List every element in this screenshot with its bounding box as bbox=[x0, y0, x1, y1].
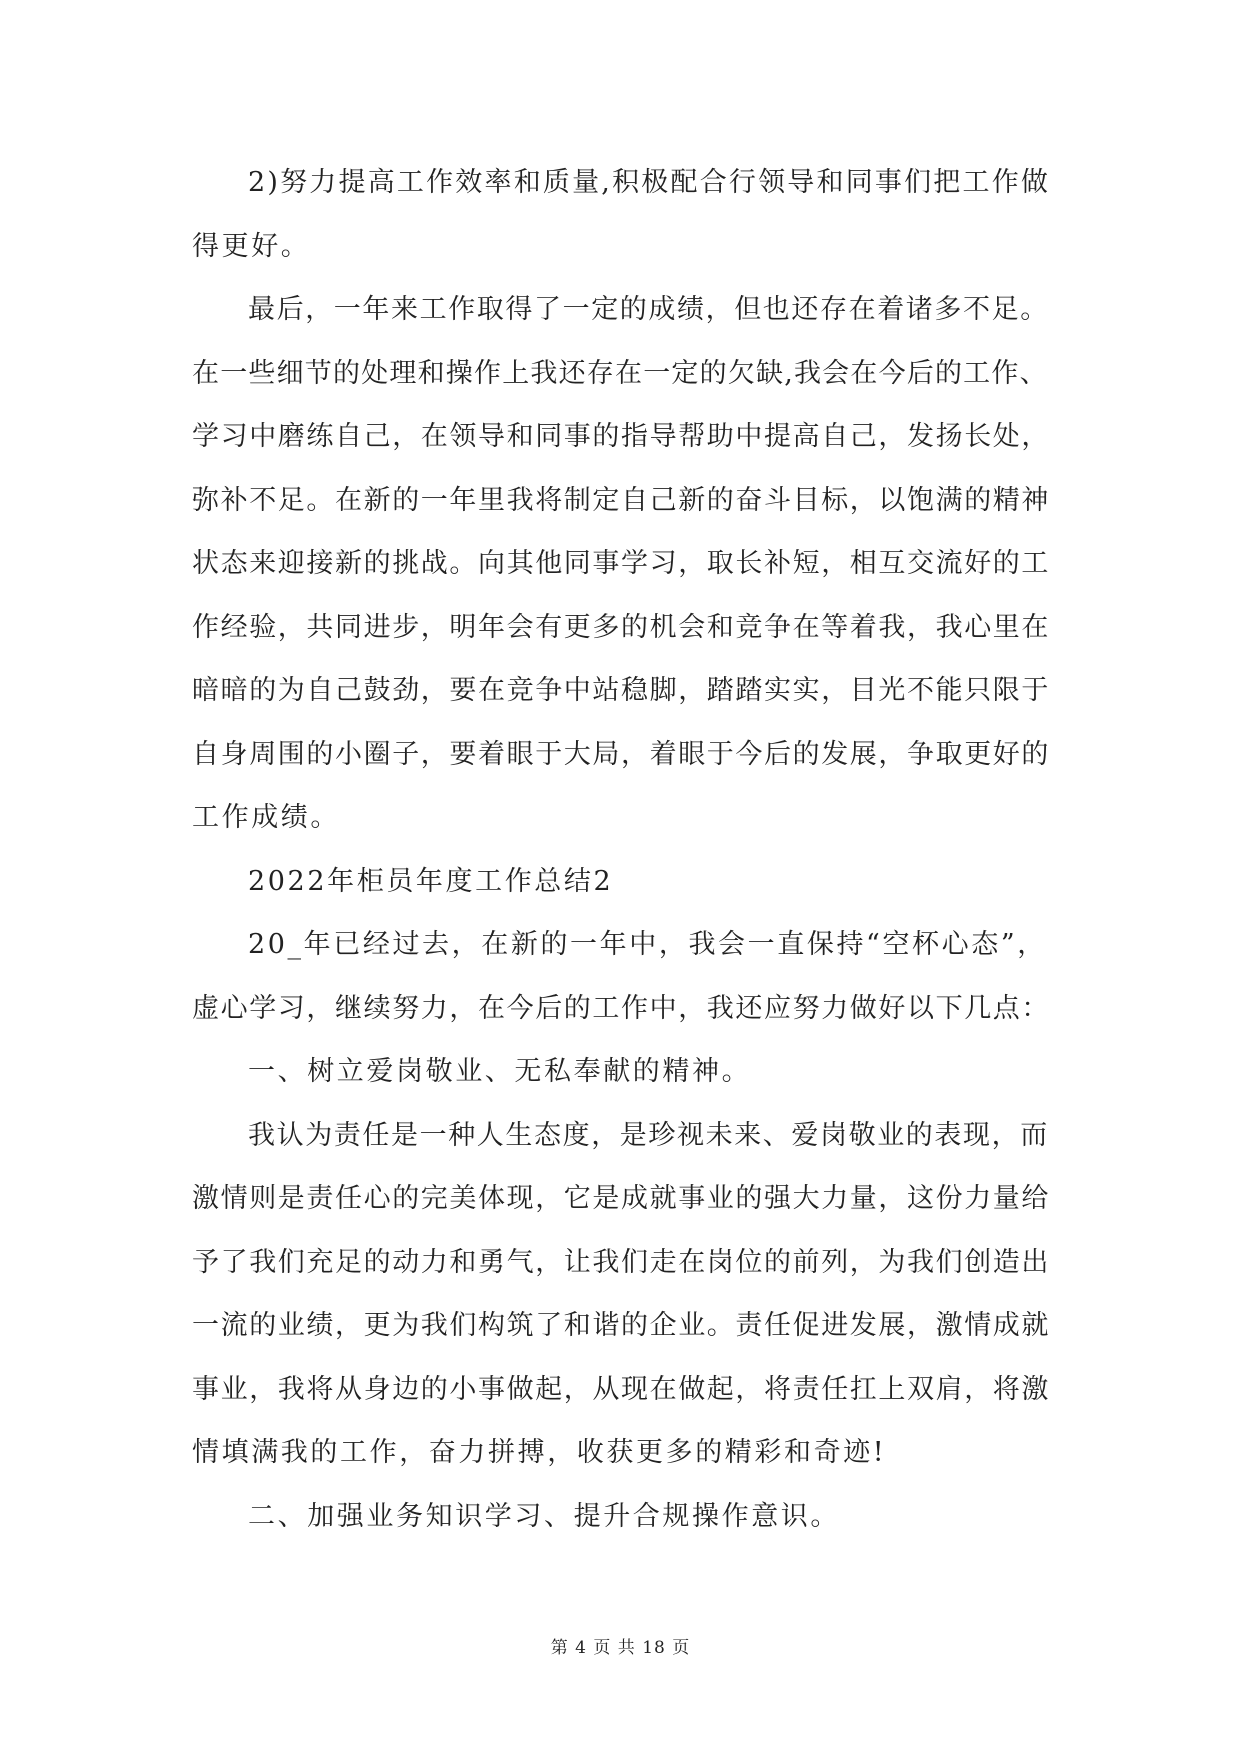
text-line: 20_年已经过去，在新的一年中，我会一直保持“空杯心态”， bbox=[248, 929, 1047, 960]
text-line: 事业，我将从身边的小事做起，从现在做起，将责任扛上双肩，将激 bbox=[192, 1373, 1050, 1405]
text-line: 弥补不足。在新的一年里我将制定自己新的奋斗目标，以饱满的精神 bbox=[192, 484, 1050, 516]
footer-prefix: 第 bbox=[550, 1638, 569, 1658]
document-body bbox=[192, 163, 1052, 1560]
text-line: 自身周围的小圈子，要着眼于大局，着眼于今后的发展，争取更好的 bbox=[192, 738, 1050, 770]
text-line: 2022年柜员年度工作总结2 bbox=[248, 865, 614, 897]
text-line: 工作成绩。 bbox=[192, 802, 340, 833]
text-line: 学习中磨练自己，在领导和同事的指导帮助中提高自己，发扬长处， bbox=[192, 421, 1050, 452]
footer-current-page: 4 bbox=[575, 1638, 587, 1658]
footer-middle: 页 共 bbox=[593, 1638, 636, 1658]
text-line: 2)努力提高工作效率和质量,积极配合行领导和同事们把工作做 bbox=[248, 167, 1051, 198]
footer-suffix: 页 bbox=[672, 1638, 691, 1658]
text-line: 状态来迎接新的挑战。向其他同事学习，取长补短，相互交流好的工 bbox=[192, 548, 1050, 579]
text-line: 情填满我的工作，奋力拼搏，收获更多的精彩和奇迹! bbox=[192, 1437, 887, 1468]
text-line: 虚心学习，继续努力，在今后的工作中，我还应努力做好以下几点： bbox=[192, 992, 1050, 1024]
text-line: 二、加强业务知识学习、提升合规操作意识。 bbox=[248, 1500, 840, 1532]
text-line: 作经验，共同进步，明年会有更多的机会和竞争在等着我，我心里在 bbox=[192, 611, 1050, 643]
text-line: 予了我们充足的动力和勇气，让我们走在岗位的前列，为我们创造出 bbox=[192, 1246, 1050, 1278]
text-line: 我认为责任是一种人生态度，是珍视未来、爱岗敬业的表现，而 bbox=[248, 1119, 1049, 1151]
text-line: 在一些细节的处理和操作上我还存在一定的欠缺,我会在今后的工作、 bbox=[192, 357, 1048, 389]
page-footer bbox=[0, 1633, 1241, 1658]
footer-total-pages: 18 bbox=[642, 1638, 666, 1658]
text-line: 激情则是责任心的完美体现，它是成就事业的强大力量，这份力量给 bbox=[192, 1183, 1050, 1214]
text-line: 得更好。 bbox=[192, 230, 311, 262]
text-line: 一流的业绩，更为我们构筑了和谐的企业。责任促进发展，激情成就 bbox=[192, 1310, 1050, 1341]
text-line: 暗暗的为自己鼓劲，要在竞争中站稳脚，踏踏实实，目光不能只限于 bbox=[192, 675, 1050, 706]
text-line: 一、树立爱岗敬业、无私奉献的精神。 bbox=[248, 1056, 752, 1087]
text-line: 最后，一年来工作取得了一定的成绩，但也还存在着诸多不足。 bbox=[248, 294, 1049, 325]
